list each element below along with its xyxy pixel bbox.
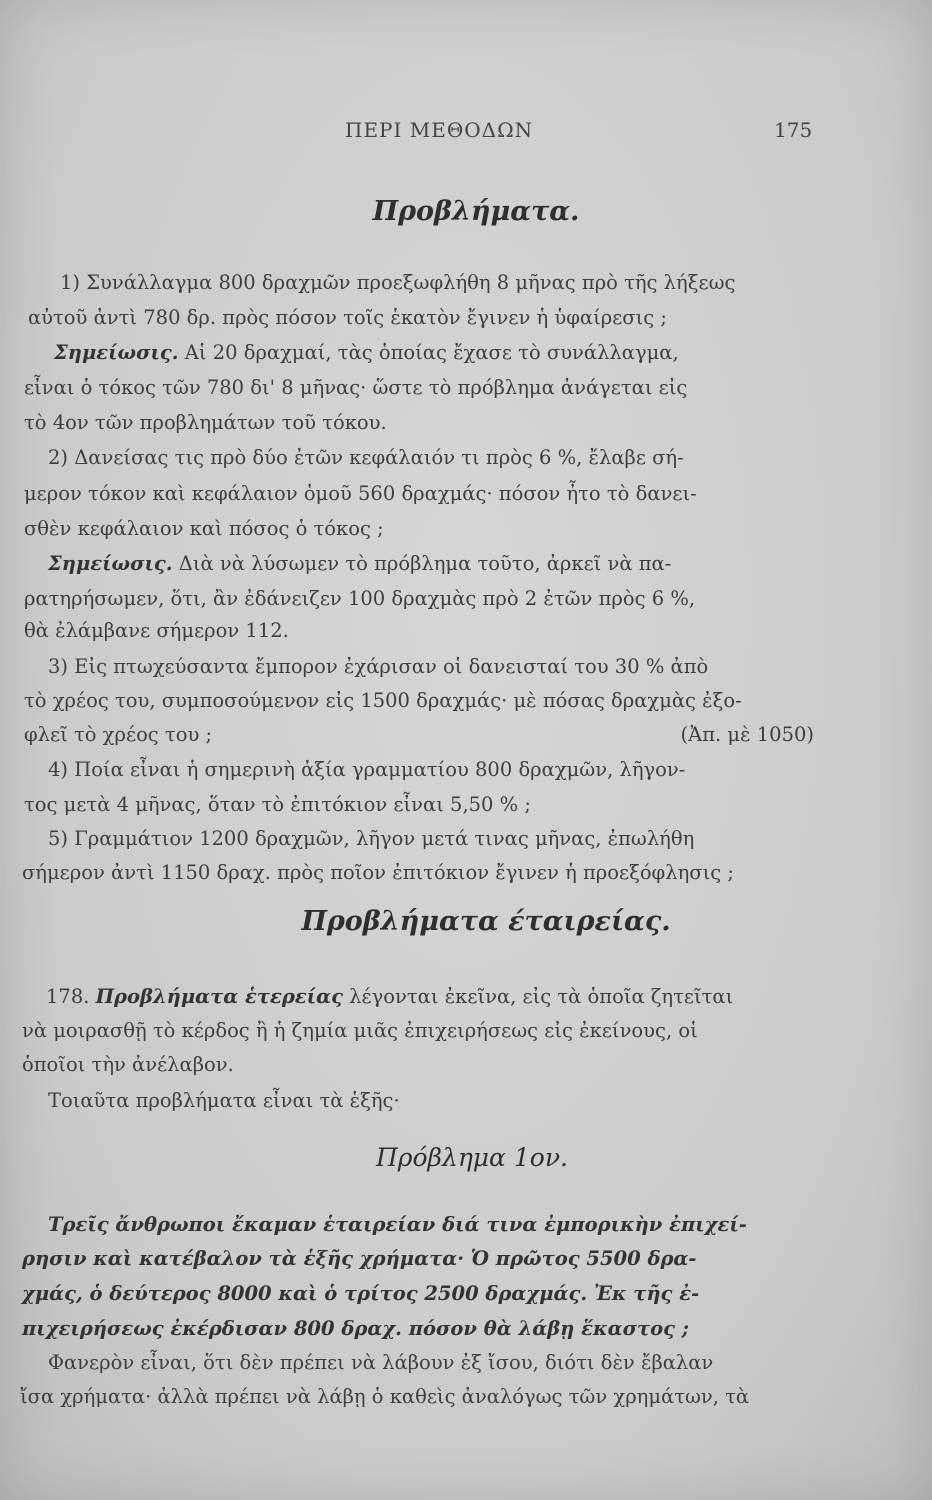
text-line — [22, 1246, 697, 1272]
text-line — [24, 618, 289, 644]
term-label: Προβλήματα ἑτερείας — [95, 985, 343, 1008]
note-label: Σημείωσις. — [48, 552, 173, 575]
line-text: τος μετὰ 4 μῆνας, ὅταν τὸ ἐπιτόκιον εἶναι 5,50 % ; — [24, 793, 531, 816]
text-line — [48, 1350, 713, 1376]
line-text: εἶναι ὁ τόκος τῶν 780 δι' 8 μῆνας· ὥστε τὸ πρόβλημα ἀνάγεται εἰς — [24, 376, 688, 399]
text-line — [24, 516, 384, 542]
text-line — [46, 984, 733, 1010]
line-text: Διὰ νὰ λύσωμεν τὸ πρόβλημα τοῦτο, ἀρκεῖ νὰ πα- — [172, 552, 672, 575]
text-line — [24, 375, 687, 401]
text-line — [48, 551, 671, 577]
text-line — [48, 1212, 747, 1238]
text-line — [22, 1018, 698, 1044]
text-line — [24, 481, 697, 507]
text-line — [22, 1052, 234, 1078]
line-text: ρατηρήσωμεν, ὅτι, ἂν ἐδάνειζεν 100 δραχμὰς πρὸ 2 ἐτῶν πρὸς 6 %, — [24, 587, 696, 610]
line-text: Φανερὸν εἶναι, ὅτι δὲν πρέπει νὰ λάβουν ἐξ ἴσου, διότι δὲν ἔβαλαν — [48, 1351, 714, 1374]
line-text: φλεῖ τὸ χρέος του ; — [24, 723, 213, 746]
line-text: 5) Γραμμάτιον 1200 δραχμῶν, λῆγον μετά τινας μῆνας, ἐπωλήθη — [48, 827, 695, 850]
text-line — [48, 654, 708, 680]
section-heading-company-problems: Προβλήματα έταιρείας. — [301, 906, 671, 937]
answer-text: (Ἀπ. μὲ 1050) — [680, 723, 814, 746]
text-line — [54, 340, 679, 366]
note-label: Σημείωσις. — [54, 341, 179, 364]
text-line — [48, 1088, 400, 1114]
line-text: 3) Εἰς πτωχεύσαντα ἔμπορον ἐχάρισαν οἱ δανεισταί του 30 % ἀπὸ — [48, 655, 709, 678]
text-line — [24, 410, 387, 436]
text-line — [28, 305, 667, 331]
problem-heading-1: Πρόβλημα 1ον. — [375, 1143, 568, 1172]
line-text: 1) Συνάλλαγμα 800 δραχμῶν προεξωφλήθη 8 μῆνας πρὸ τῆς λήξεως — [60, 271, 736, 294]
line-text: σθὲν κεφάλαιον καὶ πόσος ὁ τόκος ; — [24, 517, 384, 540]
text-line — [24, 688, 742, 714]
line-text: μερον τόκον καὶ κεφάλαιον ὁμοῦ 560 δραχμάς· πόσον ἦτο τὸ δανει- — [24, 482, 697, 505]
line-text: θὰ ἐλάμβανε σήμερον 112. — [24, 619, 289, 642]
line-text: πιχειρήσεως ἐκέρδισαν 800 δραχ. πόσον θὰ λάβῃ ἕκαστος ; — [22, 1317, 689, 1340]
text-line — [20, 1384, 749, 1410]
line-text: τὸ 4ον τῶν προβλημάτων τοῦ τόκου. — [24, 411, 387, 434]
text-line — [48, 445, 684, 471]
line-text: τὸ χρέος του, συμποσούμενον εἰς 1500 δραχμάς· μὲ πόσας δραχμὰς ἐξο- — [24, 689, 742, 712]
line-text: αὐτοῦ ἀντὶ 780 δρ. πρὸς πόσον τοῖς ἑκατὸν ἔγινεν ἡ ὑφαίρεσις ; — [28, 306, 667, 329]
text-line — [22, 1316, 689, 1342]
line-text: λέγονται ἐκεῖνα, εἰς τὰ ὁποῖα ζητεῖται — [342, 985, 734, 1008]
line-text: 4) Ποία εἶναι ἡ σημερινὴ ἀξία γραμματίου 800 δραχμῶν, λῆγον- — [48, 758, 686, 781]
running-title: ΠΕΡΙ ΜΕΘΟΔΩΝ — [345, 118, 534, 142]
line-text: ἴσα χρήματα· ἀλλὰ πρέπει νὰ λάβῃ ὁ καθεὶς ἀναλόγως τῶν χρημάτων, τὰ — [20, 1385, 750, 1408]
text-line — [60, 270, 735, 296]
text-line — [22, 860, 734, 886]
text-line — [22, 1281, 699, 1307]
page-number: 175 — [774, 118, 813, 142]
line-text: Αἱ 20 δραχμαί, τὰς ὁποίας ἔχασε τὸ συνάλλαγμα, — [178, 341, 679, 364]
line-text: ὁποῖοι τὴν ἀνέλαβον. — [22, 1053, 234, 1076]
line-text: Τρεῖς ἄνθρωποι ἔκαμαν ἑταιρείαν διά τινα ἐμπορικὴν ἐπιχεί- — [48, 1213, 747, 1236]
line-text: ρησιν καὶ κατέβαλον τὰ ἑξῆς χρήματα· Ὁ πρῶτος 5500 δρα- — [22, 1247, 697, 1270]
line-text: 178. — [46, 985, 96, 1008]
text-line — [24, 586, 695, 612]
line-text: νὰ μοιρασθῇ τὸ κέρδος ἢ ἡ ζημία μιᾶς ἐπιχειρήσεως εἰς ἐκείνους, οἱ — [22, 1019, 698, 1042]
line-text: χμάς, ὁ δεύτερος 8000 καὶ ὁ τρίτος 2500 δραχμάς. Ἐκ τῆς ἐ- — [22, 1282, 700, 1305]
text-line — [48, 757, 685, 783]
section-heading-problems: Προβλήματα. — [372, 196, 580, 227]
text-line — [24, 722, 814, 748]
line-text: σήμερον ἀντὶ 1150 δραχ. πρὸς ποῖον ἐπιτόκιον ἔγινεν ἡ προεξόφλησις ; — [22, 861, 734, 884]
line-text: 2) Δανείσας τις πρὸ δύο ἐτῶν κεφάλαιόν τι πρὸς 6 %, ἔλαβε σή- — [48, 446, 684, 469]
page-header — [0, 118, 932, 148]
text-line — [24, 792, 531, 818]
line-text: Τοιαῦτα προβλήματα εἶναι τὰ ἑξῆς· — [48, 1089, 400, 1112]
text-line — [48, 826, 694, 852]
